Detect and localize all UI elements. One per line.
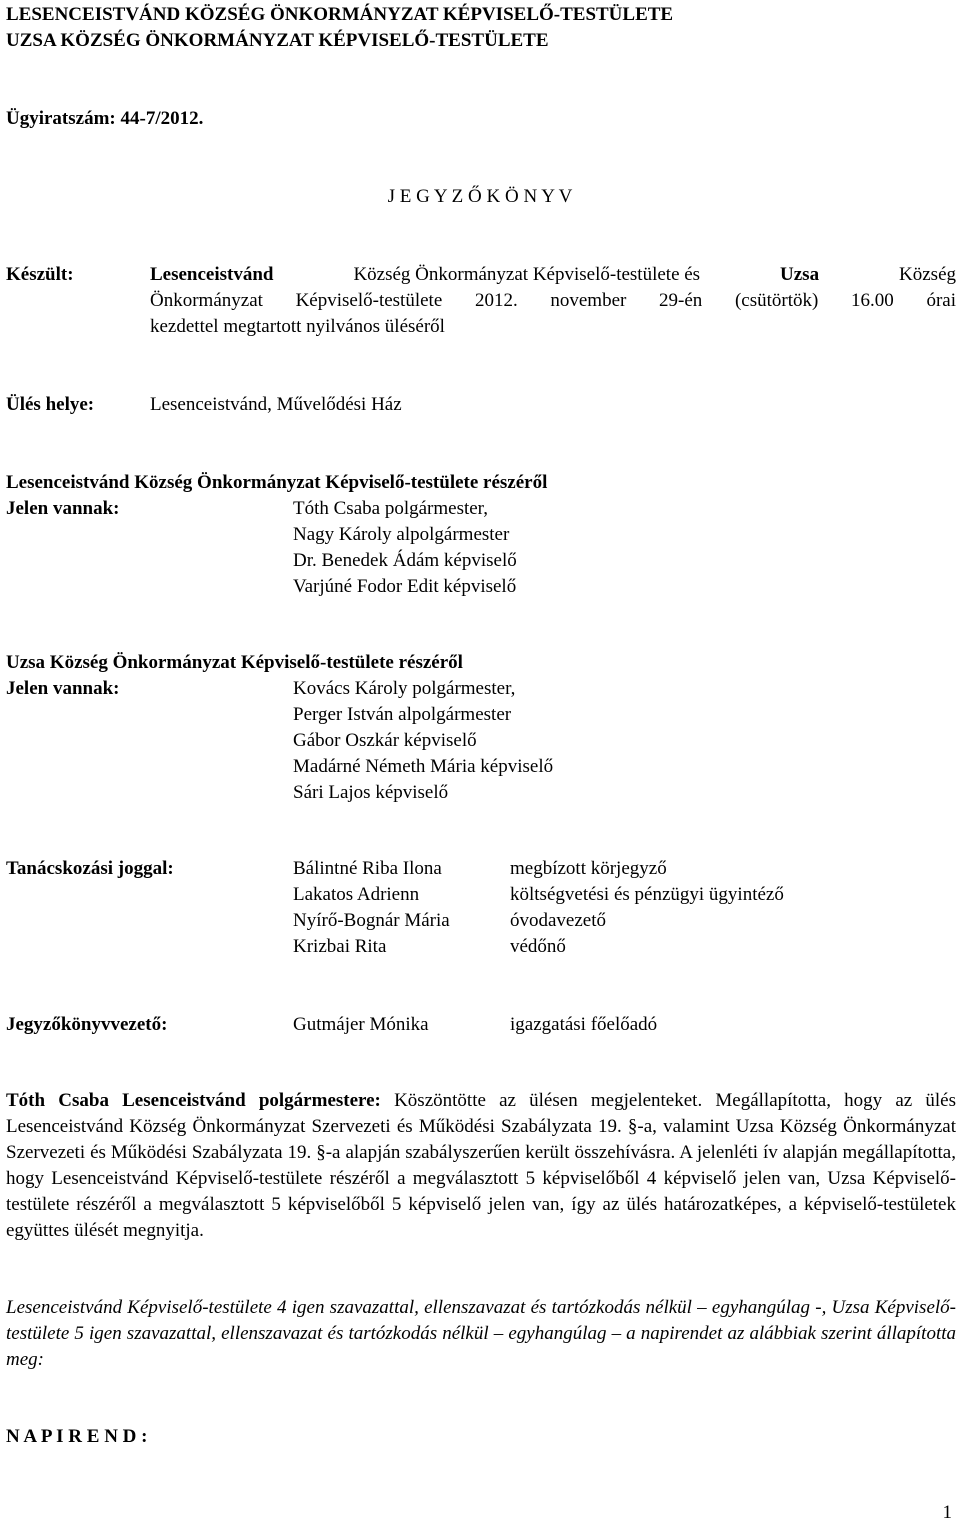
opening-paragraph (6, 1088, 956, 1244)
keszult-municipality-2: Uzsa (780, 264, 820, 285)
group2-member: Sári Lajos képviselő (293, 782, 449, 803)
header-line-1: LESENCEISTVÁND KÖZSÉG ÖNKORMÁNYZAT KÉPVISELŐ-TESTÜLETE (6, 4, 674, 25)
keszult-text-1: Község Önkormányzat Képviselő-testülete és (348, 264, 705, 285)
advisory-label: Tanácskozási joggal: (6, 858, 174, 879)
keszult-label: Készült: (6, 264, 74, 285)
keszult-line-3: kezdettel megtartott nyilvános üléséről (150, 316, 445, 337)
agenda-heading: N A P I R E N D : (6, 1426, 148, 1447)
advisory-role: védőnő (510, 936, 566, 957)
keszult-line-1 (150, 262, 956, 288)
recorder-label: Jegyzőkönyvvezető: (6, 1014, 168, 1035)
keszult-line-2: Önkormányzat Képviselő-testülete 2012. november 29-én (csütörtök) 16.00 órai (150, 290, 956, 311)
opening-speaker: Tóth Csaba Lesenceistvánd polgármestere: (6, 1090, 381, 1111)
group2-member: Perger István alpolgármester (293, 704, 512, 725)
group1-label: Jelen vannak: (6, 498, 120, 519)
group2-member: Madárné Németh Mária képviselő (293, 756, 554, 777)
venue-value: Lesenceistvánd, Művelődési Ház (150, 394, 402, 415)
group1-member: Tóth Csaba polgármester, (293, 498, 488, 519)
keszult-text-2: Község (894, 264, 956, 285)
group2-label: Jelen vannak: (6, 678, 120, 699)
group2-heading: Uzsa Község Önkormányzat Képviselő-testülete részéről (6, 652, 463, 673)
group1-member: Nagy Károly alpolgármester (293, 524, 510, 545)
advisory-name: Lakatos Adrienn (293, 884, 420, 905)
advisory-role: megbízott körjegyző (510, 858, 667, 879)
group1-member: Dr. Benedek Ádám képviselő (293, 550, 517, 571)
advisory-name: Nyírő-Bognár Mária (293, 910, 450, 931)
header-line-2: UZSA KÖZSÉG ÖNKORMÁNYZAT KÉPVISELŐ-TESTÜLETE (6, 30, 549, 51)
document-title: J E G Y Z Ő K Ö N Y V (387, 186, 573, 207)
group2-member: Kovács Károly polgármester, (293, 678, 516, 699)
advisory-role: költségvetési és pénzügyi ügyintéző (510, 884, 784, 905)
page-number: 1 (942, 1502, 952, 1523)
venue-label: Ülés helye: (6, 394, 95, 415)
advisory-name: Bálintné Riba Ilona (293, 858, 442, 879)
group1-member: Varjúné Fodor Edit képviselő (293, 576, 517, 597)
recorder-name: Gutmájer Mónika (293, 1014, 429, 1035)
advisory-role: óvodavezető (510, 910, 607, 931)
advisory-name: Krizbai Rita (293, 936, 387, 957)
keszult-municipality-1: Lesenceistvánd (150, 264, 274, 285)
group2-member: Gábor Oszkár képviselő (293, 730, 477, 751)
recorder-role: igazgatási főelőadó (510, 1014, 658, 1035)
opening-text: Köszöntötte az ülésen megjelenteket. Megállapította, hogy az ülés Lesenceistvánd Község Önkormányzat Szervezeti és Működési Szabályzata 19. §-a, valamint Uzsa Község Önkormányzat Szervezeti és Működési Szabályzata 19. §-a alapján szabályszerűen került összehívásra. A jelenléti ív alapján megállapította, hogy Lesenceistvánd Képviselő-testülete részéről a megválasztott 5 képviselőből 4 képviselő jelen van, Uzsa Képviselő-testülete részéről a megválasztott 5 képviselőből 5 képviselő jelen van, így az ülés határozatképes, a képviselő-testületek együttes ülését megnyitja. (6, 1090, 957, 1241)
group1-heading: Lesenceistvánd Község Önkormányzat Képviselő-testülete részéről (6, 472, 548, 493)
file-number: Ügyiratszám: 44-7/2012. (6, 108, 204, 129)
resolution-paragraph: Lesenceistvánd Képviselő-testülete 4 igen szavazattal, ellenszavazat és tartózkodás nélkül – egyhangúlag -, Uzsa Képviselő-testülete 5 igen szavazattal, ellenszavazat és tartózkodás nélkül – egyhangúlag – a napirendet az alábbiak szerint állapította meg: (6, 1297, 956, 1370)
